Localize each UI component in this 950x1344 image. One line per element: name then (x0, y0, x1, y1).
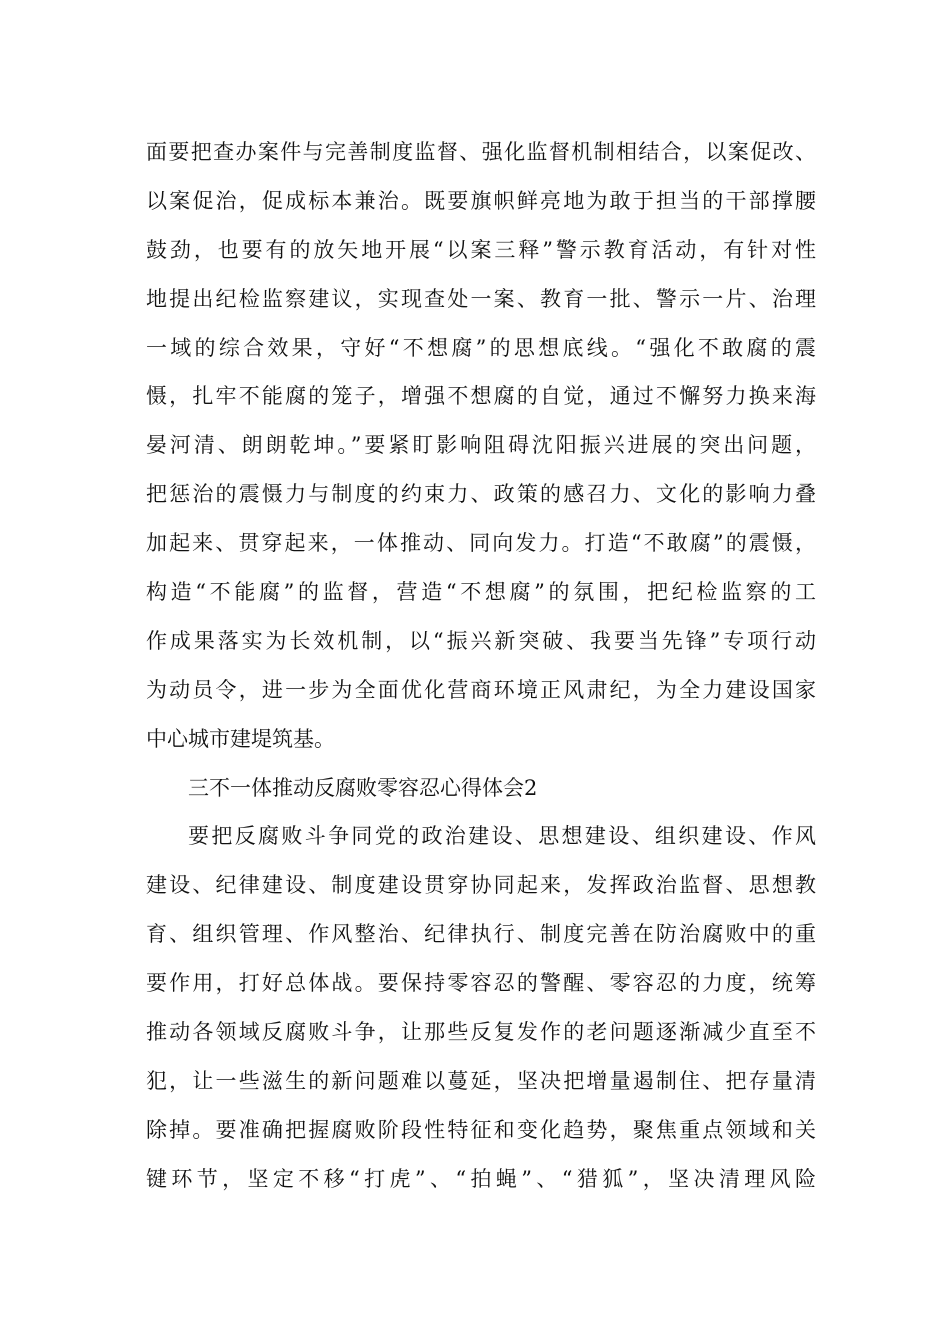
paragraph-line: 一域的综合效果，守好“不想腐”的思想底线。“强化不敢腐的震 (146, 335, 816, 360)
paragraph-line: 要作用，打好总体战。要保持零容忍的警醒、零容忍的力度，统筹 (146, 971, 816, 996)
paragraph-line: 育、组织管理、作风整治、纪律执行、制度完善在防治腐败中的重 (146, 922, 816, 947)
paragraph-line: 为动员令，进一步为全面优化营商环境正风肃纪，为全力建设国家 (146, 677, 816, 702)
paragraph-2 (146, 812, 816, 1203)
paragraph-line: 键环节，坚定不移“打虎”、“拍蝇”、“猎狐”，坚决清理风险 (146, 1166, 816, 1191)
paragraph-1 (146, 128, 816, 764)
paragraph-line: 中心城市建堤筑基。 (146, 726, 335, 751)
paragraph-line: 鼓劲，也要有的放矢地开展“以案三释”警示教育活动，有针对性 (146, 237, 816, 262)
paragraph-line: 犯，让一些滋生的新问题难以蔓延，坚决把增量遏制住、把存量清 (146, 1068, 816, 1093)
section-heading: 三不一体推动反腐败零容忍心得体会2 (188, 775, 538, 800)
paragraph-line: 推动各领域反腐败斗争，让那些反复发作的老问题逐渐减少直至不 (146, 1020, 816, 1045)
paragraph-line: 晏河清、朗朗乾坤。”要紧盯影响阻碍沈阳振兴进展的突出问题， (146, 433, 816, 458)
paragraph-line: 构造“不能腐”的监督，营造“不想腐”的氛围，把纪检监察的工 (146, 580, 816, 605)
paragraph-line: 慑，扎牢不能腐的笼子，增强不想腐的自觉，通过不懈努力换来海 (146, 384, 816, 409)
paragraph-line: 把惩治的震慑力与制度的约束力、政策的感召力、文化的影响力叠 (146, 482, 816, 507)
paragraph-line: 作成果落实为长效机制，以“振兴新突破、我要当先锋”专项行动 (146, 628, 816, 653)
paragraph-line: 要把反腐败斗争同党的政治建设、思想建设、组织建设、作风 (188, 824, 816, 849)
paragraph-line: 除掉。要准确把握腐败阶段性特征和变化趋势，聚焦重点领域和关 (146, 1117, 816, 1142)
paragraph-line: 地提出纪检监察建议，实现查处一案、教育一批、警示一片、治理 (146, 286, 816, 311)
document-body (146, 128, 816, 1204)
paragraph-line: 面要把查办案件与完善制度监督、强化监督机制相结合，以案促改、 (146, 140, 816, 164)
paragraph-line: 建设、纪律建设、制度建设贯穿协同起来，发挥政治监督、思想教 (146, 873, 816, 898)
paragraph-line: 加起来、贯穿起来，一体推动、同向发力。打造“不敢腐”的震慑， (146, 531, 816, 556)
paragraph-line: 以案促治，促成标本兼治。既要旗帜鲜亮地为敢于担当的干部撑腰 (146, 188, 816, 213)
